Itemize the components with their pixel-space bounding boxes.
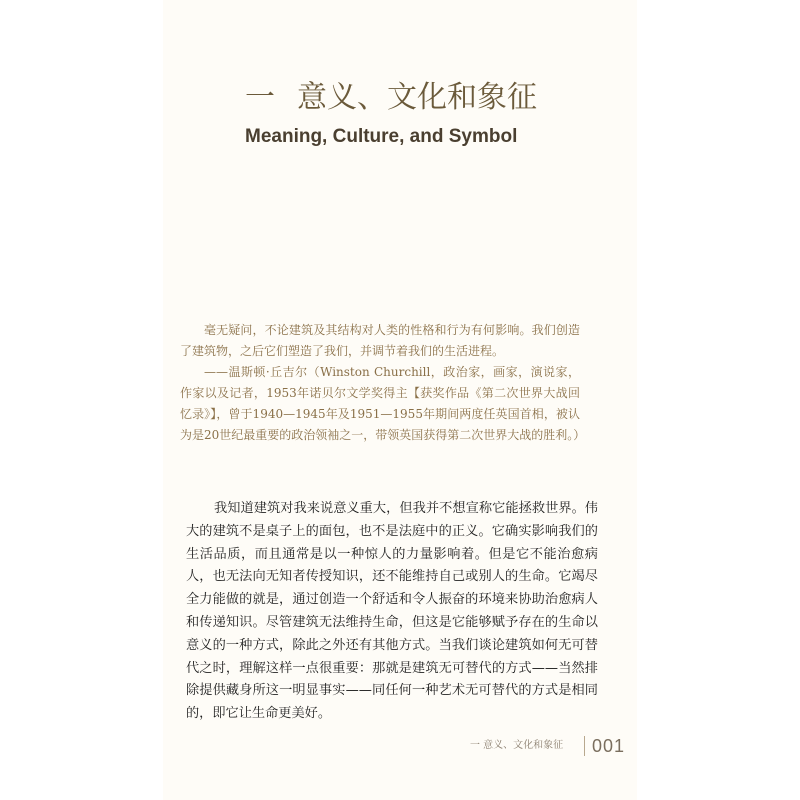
running-footer [470,734,630,758]
chapter-title [245,76,625,120]
epigraph-attribution: ——温斯顿·丘吉尔（Winston Churchill，政治家，画家，演说家，作家以及记者，1953年诺贝尔文学奖得主【获奖作品《第二次世界大战回忆录》】，曾于1940—1945年及1951—1955年期间两度任英国首相，被认为是20世纪最重要的政治领袖之一，带领英国获得第二次世界大战的胜利。） [180,365,586,442]
epigraph-quote: 毫无疑问，不论建筑及其结构对人类的性格和行为有何影响。我们创造了建筑物，之后它们塑造了我们，并调节着我们的生活进程。 [180,323,580,358]
chapter-title-zh: 意义、文化和象征 [297,80,537,115]
footer-divider [584,736,585,756]
chapter-title-en: Meaning, Culture, and Symbol [245,126,518,147]
chapter-number: 一 [245,80,275,115]
running-title: 一 意义、文化和象征 [470,740,564,751]
page-number: 001 [592,736,626,756]
body-paragraph: 我知道建筑对我来说意义重大，但我并不想宣称它能拯救世界。伟大的建筑不是桌子上的面包，也不是法庭中的正义。它确实影响我们的生活品质，而且通常是以一种惊人的力量影响着。但是它不能治愈病人，也无法向无知者传授知识，还不能维持自己或别人的生命。它竭尽全力能做的就是，通过创造一个舒适和令人振奋的环境来协助治愈病人和传递知识。尽管建筑无法维持生命，但这是它能够赋予存在的生命以意义的一种方式，除此之外还有其他方式。当我们谈论建筑如何无可替代之时，理解这样一点很重要：那就是建筑无可替代的方式——当然排除提供藏身所这一明显事实——同任何一种艺术无可替代的方式是相同的，即它让生命更美好。 [186,501,598,722]
epigraph [180,320,586,446]
